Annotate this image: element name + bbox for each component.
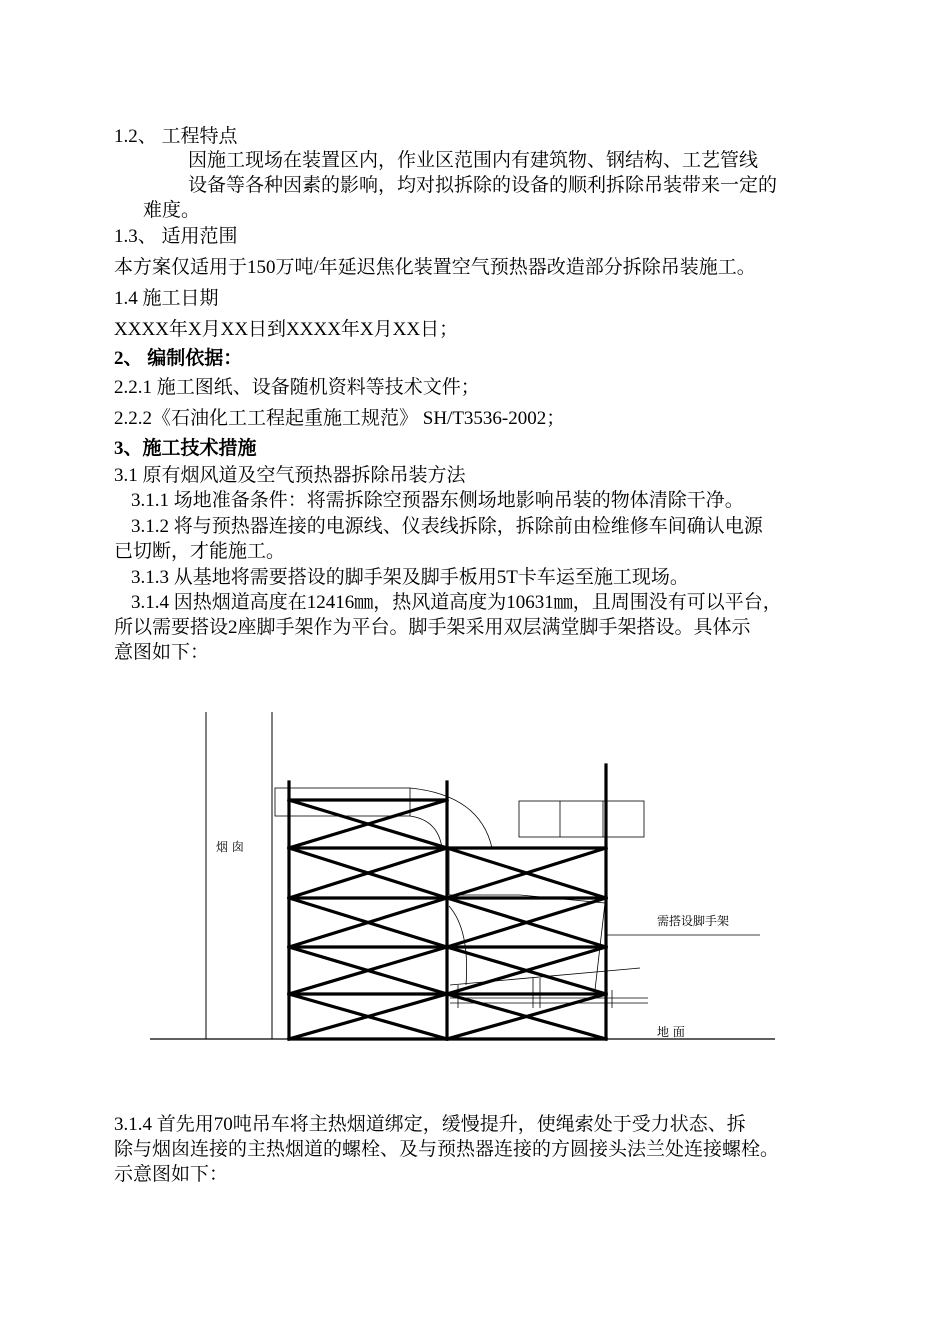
section-3-1: 3.1 原有烟风道及空气预热器拆除吊装方法 <box>114 465 466 486</box>
scaffold-label: 需搭设脚手架 <box>657 914 730 928</box>
section-3-1-2-line2: 已切断，才能施工。 <box>114 541 286 562</box>
section-1-4-para: XXXX年X月XX日到XXXX年X月XX日； <box>114 319 459 340</box>
section-1-2-para-line2: 设备等各种因素的影响，均对拟拆除的设备的顺利拆除吊装带来一定的 <box>188 175 778 196</box>
section-1-3-para: 本方案仅适用于150万吨/年延迟焦化装置空气预热器改造部分拆除吊装施工。 <box>114 257 756 278</box>
section-3-1-4-line2: 所以需要搭设2座脚手架作为平台。脚手架采用双层满堂脚手架搭设。具体示 <box>114 617 751 638</box>
section-3-1-4-line3: 意图如下： <box>114 642 210 663</box>
section-2-2-2: 2.2.2《石油化工工程起重施工规范》 SH/T3536-2002； <box>114 408 566 429</box>
section-1-4-heading: 1.4 施工日期 <box>114 288 219 309</box>
section-3-1-3: 3.1.3 从基地将需要搭设的脚手架及脚手板用5T卡车运至施工现场。 <box>131 567 689 588</box>
section-1-2-para-line3: 难度。 <box>143 200 201 221</box>
section-3-1-2-line1: 3.1.2 将与预热器连接的电源线、仪表线拆除，拆除前由检维修车间确认电源 <box>131 516 763 537</box>
section-3-1-1: 3.1.1 场地准备条件：将需拆除空预器东侧场地影响吊装的物体清除干净。 <box>131 490 744 511</box>
section-3-1-4b-line1: 3.1.4 首先用70吨吊车将主热烟道绑定，缓慢提升，使绳索处于受力状态、拆 <box>114 1114 746 1135</box>
section-3-1-4b-line3: 示意图如下： <box>114 1164 229 1185</box>
section-2-2-1: 2.2.1 施工图纸、设备随机资料等技术文件； <box>114 377 480 398</box>
section-3-heading: 3、施工技术措施 <box>114 438 257 459</box>
chimney-label: 烟 囱 <box>216 840 244 854</box>
section-3-1-4-line1: 3.1.4 因热烟道高度在12416㎜，热风道高度为10631㎜，且周围没有可以平台， <box>131 592 782 613</box>
section-1-2-para-line1: 因施工现场在装置区内，作业区范围内有建筑物、钢结构、工艺管线 <box>188 150 759 171</box>
section-3-1-4b-line2: 除与烟囱连接的主热烟道的螺栓、及与预热器连接的方圆接头法兰处连接螺栓。 <box>114 1139 780 1160</box>
ground-label: 地 面 <box>657 1025 685 1039</box>
section-2-heading: 2、 编制依据： <box>114 348 243 369</box>
section-1-3-heading: 1.3、 适用范围 <box>114 226 238 247</box>
section-1-2-heading: 1.2、 工程特点 <box>114 126 238 147</box>
